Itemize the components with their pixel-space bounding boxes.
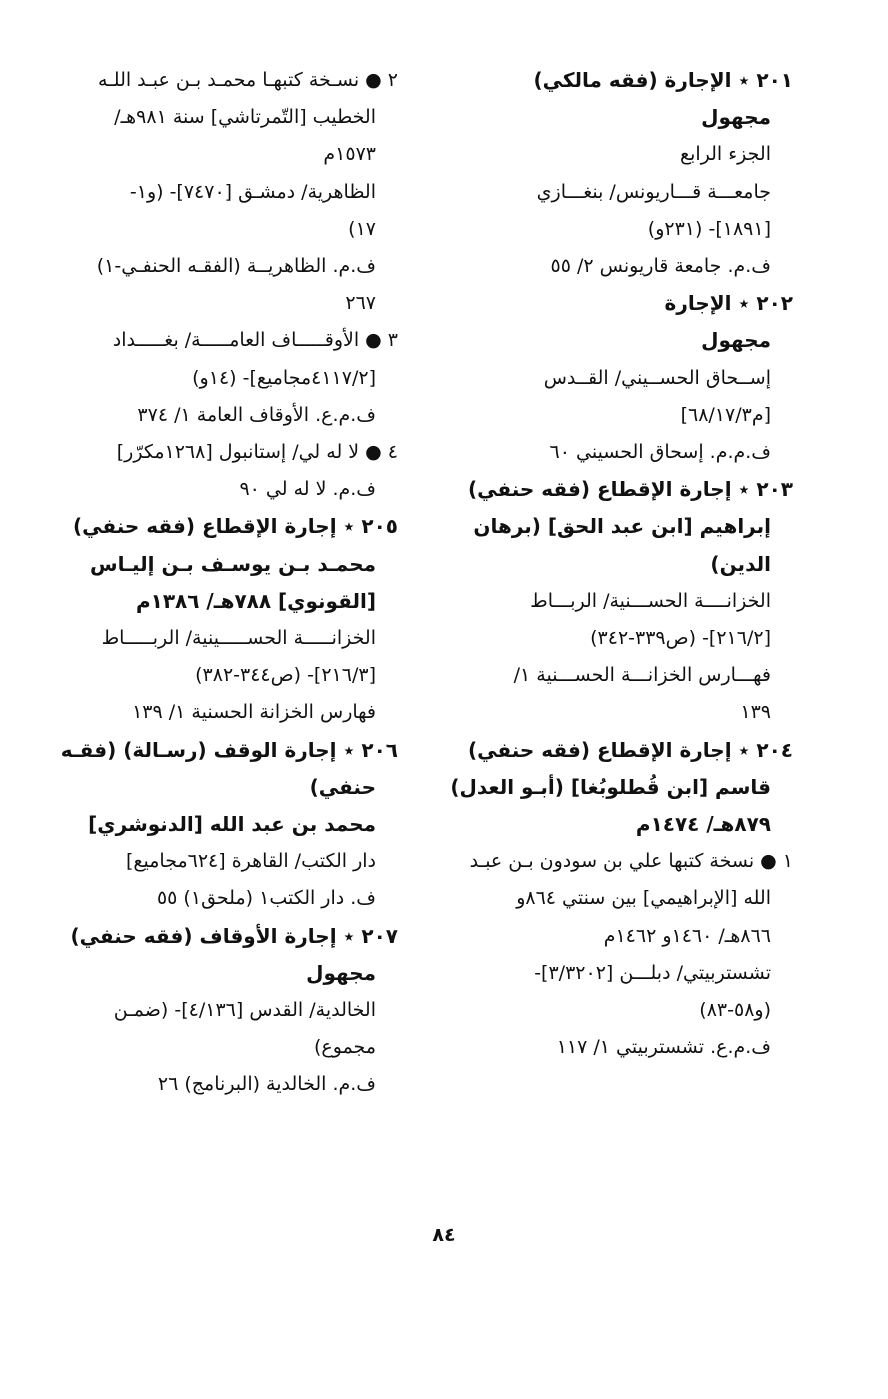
entry-202-heading: ٢٠٢ ٭ الإجارة [664, 291, 793, 316]
manuscript-2-line-1: ٢ ● نسـخة كتبهـا محمـد بـن عبـد اللـه [98, 69, 398, 91]
entry-201-heading: ٢٠١ ٭ الإجارة (فقه مالكي) [533, 68, 793, 92]
manuscript-4-catalog-ref: ف.م. لا له لي ٩٠ [239, 478, 376, 501]
entry-206-heading: ٢٠٦ ٭ إجارة الوقف (رسـالة) (فقـه [60, 737, 398, 762]
entry-204-manuscript-1: ١ ● نسخة كتبها علي بن سودون بـن عبـد [469, 850, 793, 873]
entry-204-manuscript-3 [58, 322, 398, 434]
entry-207 [58, 918, 398, 1104]
entry-205-heading: ٢٠٥ ٭ إجارة الإقطاع (فقه حنفي) [72, 514, 398, 539]
entry-204-manuscript-2 [58, 62, 398, 322]
manuscript-2-line-2: الخطيب [التّمرتاشي] سنة ٩٨١هـ/ [114, 106, 376, 129]
entry-202-shelfmark: [م٦٨/١٧/٣] [680, 403, 771, 426]
manuscript-2-library: الظاهرية/ دمشـق [٧٤٧٠]- (و١- [129, 180, 376, 203]
entry-203-catalog-ref: فهـــارس الخزانـــة الحســـنية ١/ [513, 664, 771, 687]
entry-203-author: إبراهيم [ابن عبد الحق] (برهان [473, 514, 771, 539]
page-number: ٨٤ [432, 1224, 456, 1246]
entry-204-manuscript-1-dates: ٨٦٦هـ/ ١٤٦٠و ١٤٦٢م [603, 924, 771, 947]
entry-206-author: محمد بن عبد الله [الدنوشري] [88, 812, 376, 837]
entry-201-author: مجهول [701, 105, 771, 130]
entry-204-heading: ٢٠٤ ٭ إجارة الإقطاع (فقه حنفي) [467, 737, 793, 762]
manuscript-3-shelfmark: [٤١١٧/٢مجاميع]- (١٤و) [192, 366, 376, 389]
entry-201-note: الجزء الرابع [679, 143, 771, 166]
entry-201-shelfmark: [١٨٩١]- (٢٣١و) [647, 217, 771, 240]
entry-205-shelfmark: [٢١٦/٣]- (ص٣٤٤-٣٨٢) [195, 664, 376, 687]
manuscript-3-catalog-ref: ف.م.ع. الأوقاف العامة ١/ ٣٧٤ [137, 403, 376, 426]
entry-203-shelfmark: [٢١٦/٢]- (ص٣٣٩-٣٤٢) [590, 627, 771, 650]
entry-207-catalog-ref: ف.م. الخالدية (البرنامج) ٢٦ [157, 1073, 376, 1096]
entry-206 [58, 732, 398, 918]
manuscript-4-library: ٤ ● لا له لي/ إستانبول [١٢٦٨مكرّر] [116, 441, 398, 464]
entry-205-library: الخزانـــــة الحســـــينية/ الربـــــاط [101, 627, 376, 650]
manuscript-2-line-3: ١٥٧٣م [323, 143, 376, 166]
entry-202-library: إســحاق الحســيني/ القــدس [543, 366, 771, 389]
entry-204-author-dates: ٨٧٩هـ/ ١٤٧٤م [635, 812, 771, 837]
entry-201 [443, 62, 793, 285]
manuscript-3-library: ٣ ● الأوقـــــاف العامـــــة/ بغـــــداد [112, 329, 398, 352]
right-column [443, 62, 793, 1066]
entry-206-library: دار الكتب/ القاهرة [٦٢٤مجاميع] [125, 850, 376, 873]
entry-204-library: تشستربيتي/ دبلـــن [٣/٣٢٠٢]- [534, 961, 771, 984]
manuscript-2-folios: ١٧) [348, 217, 376, 240]
entry-201-library: جامعـــة قـــاريونس/ بنغـــازي [536, 180, 771, 203]
entry-207-library: الخالدية/ القدس [٤/١٣٦]- (ضمـن [113, 999, 376, 1022]
entry-206-catalog-ref: ف. دار الكتب١ (ملحق١) ٥٥ [156, 887, 376, 910]
entry-204-author: قاسم [ابن قُطلوبُغا] (أبـو العدل) [450, 774, 771, 799]
entry-203-catalog-ref-cont: ١٣٩ [740, 701, 771, 724]
entry-204-catalog-ref: ف.م.ع. تشستربيتي ١/ ١١٧ [556, 1036, 771, 1059]
entry-203-heading: ٢٠٣ ٭ إجارة الإقطاع (فقه حنفي) [467, 477, 793, 502]
entry-207-library-cont: مجموع) [314, 1036, 376, 1059]
entry-202 [443, 285, 793, 471]
entry-205-author: محمـد بـن يوسـف بـن إليـاس [90, 551, 376, 576]
entry-202-catalog-ref: ف.م.م. إسحاق الحسيني ٦٠ [549, 441, 771, 464]
entry-204-manuscript-4 [58, 434, 398, 508]
entry-205-catalog-ref: فهارس الخزانة الحسنية ١/ ١٣٩ [132, 701, 376, 724]
entry-204 [443, 732, 793, 1067]
entry-207-heading: ٢٠٧ ٭ إجارة الأوقاف (فقه حنفي) [70, 923, 398, 948]
entry-203 [443, 471, 793, 731]
manuscript-2-catalog-ref: ف.م. الظاهريــة (الفقـه الحنفـي-١) [96, 255, 376, 278]
left-column [58, 62, 398, 1104]
entry-205 [58, 508, 398, 731]
entry-204-manuscript-1-cont: الله [الإبراهيمي] بين سنتي ٨٦٤و [516, 887, 771, 910]
entry-206-heading-cont: حنفي) [309, 774, 376, 799]
entry-203-library: الخزانــــة الحســـنية/ الربـــاط [530, 589, 771, 612]
manuscript-2-catalog-ref-cont: ٢٦٧ [345, 292, 376, 315]
entry-204-folios: (و٥٨-٨٣) [699, 999, 771, 1022]
entry-202-author: مجهول [701, 328, 771, 353]
entry-205-author-cont: [القونوي] ٧٨٨هـ/ ١٣٨٦م [135, 588, 376, 613]
entry-207-author: مجهول [306, 960, 376, 985]
entry-203-author-cont: الدين) [710, 551, 771, 576]
entry-201-catalog-ref: ف.م. جامعة قاريونس ٢/ ٥٥ [550, 255, 771, 278]
